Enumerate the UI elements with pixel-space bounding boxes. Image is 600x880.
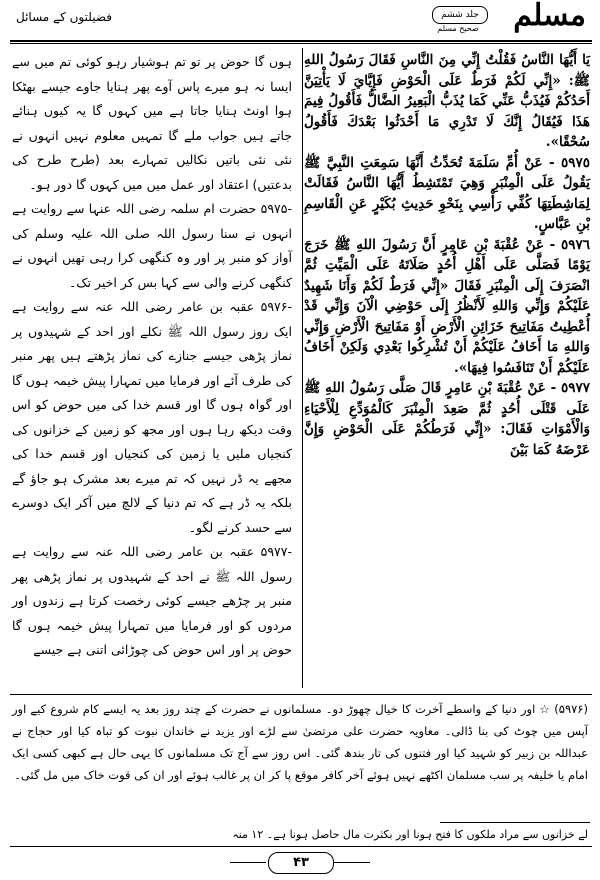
footnote-main: (۵۹۷۶) ☆ اور دنیا کے واسطے آخرت کا خیال چھوڑ دو۔ مسلمانوں نے حضرت کے چند روز بعد یہ ایسے کام شروع کیے اور آپس میں چوٹ کی بنا ڈالی۔ معاویہ حضرت علی مرتضیٰ سے لڑے اور یزید نے خاندان نبوت کو تباہ کیا اور حجاج نے عبداللہ بن زبیر کو شہید کیا اور فتنوں کی تار بندھ گئی۔ اس روز سے آج تک مسلمانوں کا یہی حال ہے کبھی کسی ایک امام یا خلیفہ پر سب مسلمان اکٹھے نہیں ہوئے آخر کافر موقع پا کر ان پر غالب ہوئے اور ان کی قوت خاک میں مل گئی۔ [12, 702, 588, 782]
urdu-hadith-5976: -۵۹۷۶ عقبہ بن عامر رضی اللہ عنہ سے روایت ہے ایک روز رسول اللہ ﷺ نکلے اور احد کے شہیدوں پر نماز پڑھی جیسے جنازے کی نماز پڑھتے ہیں پھر منبر کی طرف آئے اور فرمایا میں تمہارا پیش خیمہ ہوں گا اور گواہ ہوں گا اور قسم خدا کی میں حوض کو اس وقت دیکھ رہا ہوں اور مجھ کو زمین کے خزانوں کی کنجیاں ملیں یا زمین کی کنجیاں اور قسم خدا کی مجھے یہ ڈر نہیں کہ تم میرے بعد مشرک ہو جاؤ گے بلکہ یہ ڈر ہے کہ تم دنیا کے لالچ میں آکر ایک دوسرے سے حسد کرنے لگو۔ [12, 299, 292, 535]
page-number: ۴۳ [268, 852, 334, 874]
urdu-hadith-5977: -۵۹۷۷ عقبہ بن عامر رضی اللہ عنہ سے روایت ہے رسول اللہ ﷺ نے احد کے شہیدوں پر نماز پڑھی پھر منبر پر چڑھے جیسے کوئی رخصت کرتا ہے زندوں اور مردوں کو اور فرمایا میں تمہارا پیش خیمہ ہوں گا حوض پر اور اس حوض کی چوڑائی اتنی ہے جیسے [12, 544, 292, 657]
arabic-hadith-5976: ٥٩٧٦ - عَنْ عُقْبَةَ بْنِ عَامِرٍ أَنَّ رَسُولَ اللهِ ﷺ خَرَجَ يَوْمًا فَصَلَّى عَلَى أَهْلِ أُحُدٍ صَلَاتَهُ عَلَى الْمَيِّتِ ثُمَّ انْصَرَفَ إِلَى الْمِنْبَرِ فَقَالَ «إِنِّي فَرَطٌ لَكُمْ وَأَنَا شَهِيدٌ عَلَيْكُمْ وَإِنِّي وَاللهِ لَأَنْظُرُ إِلَى حَوْضِي الْآنَ وَإِنِّي قَدْ أُعْطِيتُ مَفَاتِيحَ خَزَائِنِ الْأَرْضِ أَوْ مَفَاتِيحَ الْأَرْضِ وَإِنِّي وَاللهِ مَا أَخَافُ عَلَيْكُمْ أَنْ تُشْرِكُوا بَعْدِي وَلَكِنْ أَخَافُ عَلَيْكُمْ أَنْ تَنَافَسُوا فِيهَا». [304, 236, 590, 376]
urdu-column [12, 50, 292, 663]
urdu-hadith-5975: -۵۹۷۵ حضرت ام سلمہ رضی اللہ عنہا سے روایت ہے انہوں نے سنا رسول اللہ صلی اللہ علیہ وسلم کی آواز کو منبر پر اور وہ کنگھی کرا رہی تھیں انہوں نے کنگھی کرنے والی سے کہا بس کر اخیر تک۔ [12, 201, 292, 290]
page-number-ornament-left [230, 862, 266, 863]
footnote-rule [10, 694, 592, 695]
volume-label: جلد ششم [432, 6, 488, 24]
arabic-hadith-5975: ٥٩٧٥ - عَنْ أُمِّ سَلَمَةَ تُحَدِّثُ أَنَّهَا سَمِعَتِ النَّبِيَّ ﷺ يَقُولُ عَلَى الْمِنْبَرِ وَهِيَ تَمْتَشِطُ أَيُّهَا النَّاسُ فَقَالَتْ لِمَاشِطَتِهَا كُفِّي رَأْسِي بِنَحْوِ حَدِيثِ بُكَيْرٍ عَنِ الْقَاسِمِ بْنِ عَبَّاسٍ. [304, 154, 590, 232]
arabic-text-block: يَا أَيُّهَا النَّاسُ فَقُلْتُ إِنِّي مِنَ النَّاسِ فَقَالَ رَسُولُ اللهِ ﷺ: «إِنِّي لَكُمْ فَرَطٌ عَلَى الْحَوْضِ فَإِيَّايَ لَا يَأْتِيَنَّ أَحَدُكُمْ فَيُذَبُّ عَنِّي كَمَا يُذَبُّ الْبَعِيرُ الضَّالُّ فَأَقُولُ فِيمَ هَذَا فَيُقَالُ إِنَّكَ لَا تَدْرِي مَا أَحْدَثُوا بَعْدَكَ فَأَقُولُ سُحْقًا». [304, 52, 590, 150]
section-title: فضیلتوں کے مسائل [16, 10, 112, 24]
arabic-hadith-5977: ٥٩٧٧ - عَنْ عُقْبَةَ بْنِ عَامِرٍ قَالَ صَلَّى رَسُولُ اللهِ ﷺ عَلَى قَتْلَى أُحُدٍ ثُمَّ صَعِدَ الْمِنْبَرَ كَالْمُوَدِّعِ لِلْأَحْيَاءِ وَالْأَمْوَاتِ فَقَالَ: «إِنِّي فَرَطُكُمْ عَلَى الْحَوْضِ وَإِنَّ عَرْضَهُ كَمَا بَيْنَ [304, 380, 590, 458]
column-divider [302, 48, 303, 688]
book-logo [356, 0, 586, 38]
seal-text: صحیح مسلم [437, 24, 479, 33]
logo-text: مسلم [513, 0, 586, 33]
header-rule-thin [10, 43, 592, 44]
arabic-column [304, 50, 590, 460]
page-header [8, 0, 592, 40]
header-rule [10, 40, 592, 42]
urdu-text-block: ہوں گا حوض پر تو تم ہوشیار رہو کوئی تم میں سے ایسا نہ ہو میرے پاس آوے پھر ہنایا جاوے جیسے بھٹکا ہوا اونٹ ہنایا جاتا ہے میں کہوں گا یہ کیوں ہنائے جاتے ہیں جواب ملے گا تمہیں معلوم نہیں انہوں نے نئی نئی باتیں نکالیں تمہارے بعد (طرح طرح کی بدعتیں) اعتقاد اور عمل میں میں کہوں گا دور ہو۔ [12, 54, 292, 192]
footnote-secondary: لے خزانوں سے مراد ملکوں کا فتح ہونا اور بکثرت مال حاصل ہونا ہے۔ ۱۲ منہ [232, 828, 588, 841]
page-number-ornament-right [334, 862, 370, 863]
footer-rule [10, 846, 592, 847]
footnote-rule-small [440, 822, 590, 823]
